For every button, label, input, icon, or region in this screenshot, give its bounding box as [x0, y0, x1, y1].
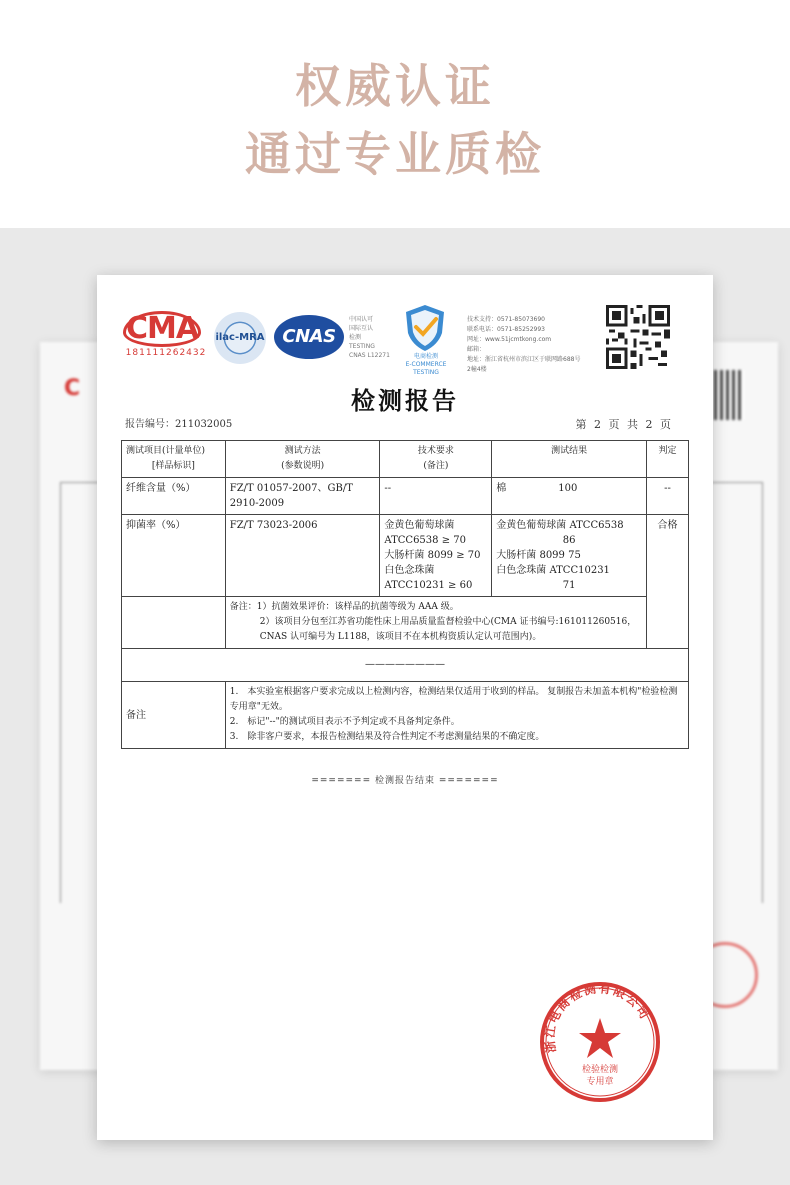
report-title: 检测报告: [351, 386, 459, 415]
hero-banner: [0, 0, 790, 228]
svg-text:检验检测: 检验检测: [581, 1065, 619, 1075]
shield-check-icon: [402, 303, 448, 353]
contact-info: 技术支持：0571-85073690 联系电话：0571-85252993 网址：www.51jcmtkong.com 邮箱： 地址：浙江省杭州市滨江区于联网路688号 2幢4楼: [467, 316, 581, 373]
table-row-notes: 备注：1）抗菌效果评价：该样品的抗菌等级为 AAA 级。 2）该项目分包至江苏省功能性床上用品质量监督检验中心(CMA 证书编号:161011260516，CNAS 认可编号为 L1188，该项目不在本机构资质认定认可范围内)。: [122, 597, 689, 649]
back-sheet-right: [712, 342, 778, 1070]
ecommerce-testing-label: 电商检测 E-COMMERCE TESTING: [405, 353, 447, 376]
table-row-fiber: 纤维含量（%） FZ/T 01057-2007、GB/T 2910-2009 -- 棉 100 --: [122, 478, 689, 515]
table-row-antibacterial: 抑菌率（%） FZ/T 73023-2006 金黄色葡萄球菌 ATCC6538 ≥ 70 大肠杆菌 8099 ≥ 70 白色念珠菌 ATCC10231 ≥ 60 金黄色葡萄球菌 ATCC6538 86 大肠杆菌 8099 75 白色念珠菌 ATCC10231 71 合格: [122, 515, 689, 597]
table-header-row: 测试项目(计量单位) [样品标识] 测试方法 (参数说明) 技术要求 (备注) 测试结果 判定: [122, 441, 689, 478]
hero-title-line1: 权威认证: [295, 59, 495, 113]
report-number: 报告编号：211032005: [125, 419, 233, 430]
test-report-sheet: [97, 275, 713, 1140]
table-row-blank: ————————: [122, 649, 689, 682]
cnas-logo: CNAS: [274, 315, 344, 359]
test-results-table: [121, 440, 689, 749]
page-indicator: 第 2 页 共 2 页: [575, 418, 673, 431]
cnas-side-text: 中国认可 国际互认 检测 TESTING CNAS L12271: [349, 316, 390, 359]
cma-logo: [123, 311, 209, 361]
report-end-line: ======= 检测报告结束 =======: [311, 776, 499, 786]
hero-title-line2: 通过专业质检: [245, 127, 545, 181]
official-seal-stamp: [538, 980, 662, 1104]
ilac-mra-logo: ilac-MRA: [214, 312, 266, 364]
back-cma-logo: C: [64, 376, 81, 401]
cma-mark: CMA: [123, 311, 201, 347]
cma-number: 181111262432: [125, 348, 207, 358]
svg-text:浙江电商检测有限公司: 浙江电商检测有限公司: [542, 981, 653, 1054]
table-row-remarks: 备注 1. 本实验室根据客户要求完成以上检测内容，检测结果仅适用于收到的样品。 复制报告未加盖本机构"检验检测专用章"无效。 2. 标记"--"的测试项目表示不予判定或不具备判定条件。 3. 除非客户要求，本报告检测结果及符合性判定不考虑测量结果的不确定度。: [122, 682, 689, 749]
svg-text:专用章: 专用章: [586, 1077, 614, 1087]
qr-code-icon: [606, 305, 670, 369]
